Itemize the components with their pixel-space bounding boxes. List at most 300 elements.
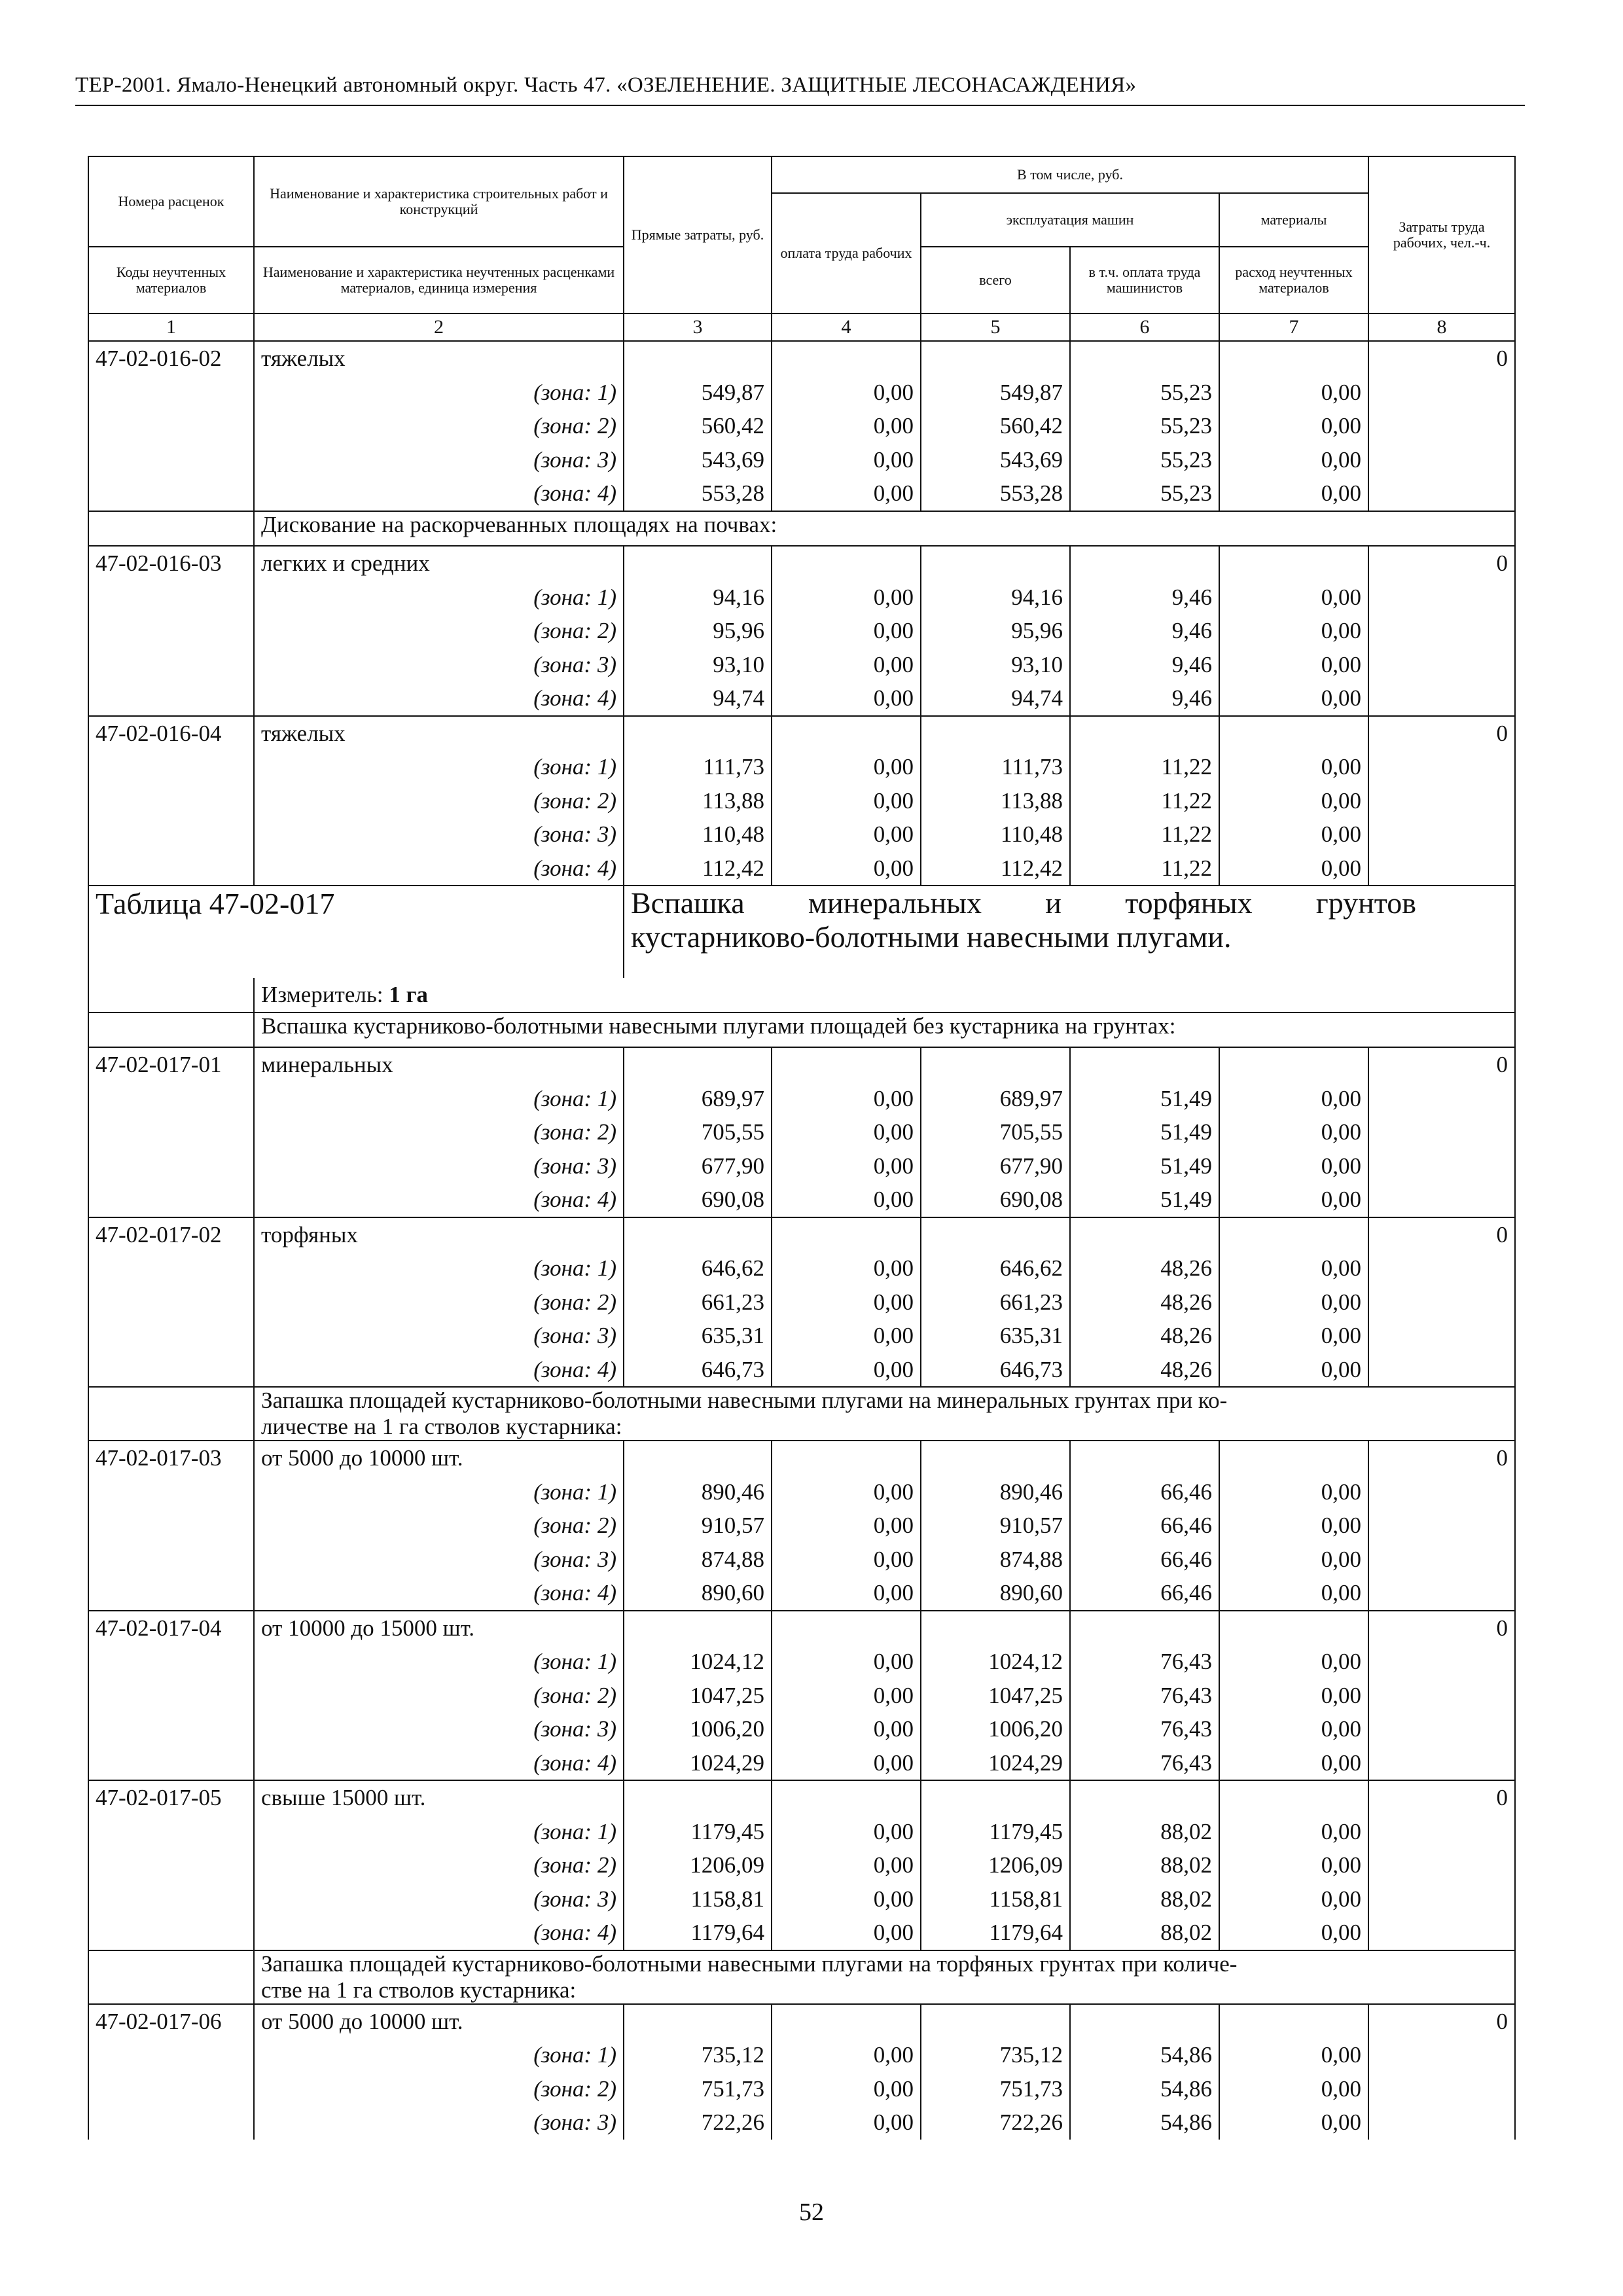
value-cell: 54,86	[1070, 2072, 1219, 2106]
table-title-line	[631, 886, 1416, 920]
zone-label: (зона: 2)	[254, 614, 624, 648]
value-cell: 0,00	[1219, 750, 1368, 784]
col-number: 2	[254, 314, 624, 341]
col-header-including: В том числе, руб.	[772, 156, 1368, 193]
empty-cell	[1368, 409, 1515, 443]
rate-code: 47-02-017-06	[88, 2004, 254, 2039]
group-heading-row	[88, 1013, 1515, 1048]
empty-cell	[1368, 1285, 1515, 1319]
value-cell: 88,02	[1070, 1882, 1219, 1916]
group-heading	[254, 1387, 1515, 1441]
empty-cell	[772, 1047, 921, 1082]
empty-cell	[88, 1149, 254, 1183]
labor-costs: 0	[1368, 1047, 1515, 1082]
zone-label: (зона: 2)	[254, 1509, 624, 1543]
empty-cell	[1368, 2072, 1515, 2106]
value-cell: 0,00	[772, 376, 921, 410]
value-cell: 76,43	[1070, 1679, 1219, 1713]
empty-cell	[1368, 1543, 1515, 1577]
empty-cell	[1070, 1780, 1219, 1815]
value-cell: 0,00	[1219, 817, 1368, 852]
value-cell: 110,48	[624, 817, 772, 852]
value-cell: 94,74	[624, 681, 772, 716]
rate-row	[88, 1780, 1515, 1815]
value-cell: 66,46	[1070, 1543, 1219, 1577]
value-cell: 112,42	[921, 852, 1070, 886]
empty-cell	[88, 817, 254, 852]
empty-cell	[772, 716, 921, 751]
col-header-machines-total: всего	[921, 247, 1070, 314]
value-cell: 0,00	[772, 581, 921, 615]
value-cell: 1006,20	[624, 1712, 772, 1746]
empty-cell	[1070, 1047, 1219, 1082]
empty-cell	[921, 1780, 1070, 1815]
value-cell: 1047,25	[624, 1679, 772, 1713]
value-cell: 0,00	[772, 1509, 921, 1543]
empty-cell	[1219, 716, 1368, 751]
value-cell: 722,26	[921, 2106, 1070, 2140]
col-header-operators-pay: в т.ч. оплата труда машинистов	[1070, 247, 1219, 314]
empty-cell	[624, 1780, 772, 1815]
value-cell: 93,10	[624, 648, 772, 682]
zone-row	[88, 1115, 1515, 1149]
value-cell: 0,00	[772, 784, 921, 818]
rates-table	[88, 156, 1516, 2140]
empty-cell	[1368, 581, 1515, 615]
table-title-line: кустарниково-болотными навесными плугами.	[631, 920, 1232, 954]
value-cell: 51,49	[1070, 1115, 1219, 1149]
value-cell: 94,16	[624, 581, 772, 615]
table-title-word: минеральных	[808, 886, 982, 920]
empty-cell	[88, 1082, 254, 1116]
value-cell: 0,00	[772, 750, 921, 784]
col-number: 4	[772, 314, 921, 341]
zone-row	[88, 1149, 1515, 1183]
value-cell: 661,23	[921, 1285, 1070, 1319]
empty-cell	[88, 1509, 254, 1543]
value-cell: 55,23	[1070, 476, 1219, 511]
empty-cell	[88, 1543, 254, 1577]
value-cell: 543,69	[921, 443, 1070, 477]
value-cell: 9,46	[1070, 648, 1219, 682]
rate-row	[88, 1217, 1515, 1252]
empty-cell	[1368, 476, 1515, 511]
empty-cell	[88, 2106, 254, 2140]
empty-cell	[1368, 1576, 1515, 1611]
value-cell: 54,86	[1070, 2038, 1219, 2072]
zone-label: (зона: 4)	[254, 476, 624, 511]
value-cell: 0,00	[1219, 1115, 1368, 1149]
empty-cell	[624, 546, 772, 581]
table-title-word: Вспашка	[631, 886, 745, 920]
zone-row	[88, 1509, 1515, 1543]
zone-label: (зона: 2)	[254, 2072, 624, 2106]
zone-row	[88, 1543, 1515, 1577]
empty-cell	[1368, 1353, 1515, 1388]
rate-name: торфяных	[254, 1217, 624, 1252]
empty-cell	[88, 1319, 254, 1353]
empty-cell	[624, 2004, 772, 2039]
value-cell: 0,00	[1219, 1475, 1368, 1509]
zone-label: (зона: 1)	[254, 1082, 624, 1116]
empty-cell	[1368, 2106, 1515, 2140]
zone-row	[88, 1353, 1515, 1388]
zone-label: (зона: 1)	[254, 1475, 624, 1509]
empty-cell	[772, 1780, 921, 1815]
value-cell: 1158,81	[624, 1882, 772, 1916]
value-cell: 66,46	[1070, 1475, 1219, 1509]
empty-cell	[88, 1251, 254, 1285]
rate-row	[88, 716, 1515, 751]
rate-name: от 5000 до 10000 шт.	[254, 2004, 624, 2039]
group-heading-line: Запашка площадей кустарниково-болотными навесными плугами на минеральных грунтах при ко-	[261, 1388, 1228, 1413]
col-header-direct-costs: Прямые затраты, руб.	[624, 156, 772, 314]
table-code: Таблица 47-02-017	[88, 886, 624, 978]
value-cell: 0,00	[772, 1916, 921, 1950]
empty-cell	[921, 341, 1070, 376]
col-header-machines: эксплуатация машин	[921, 193, 1219, 247]
value-cell: 635,31	[624, 1319, 772, 1353]
empty-cell	[1368, 1848, 1515, 1882]
value-cell: 0,00	[772, 1645, 921, 1679]
zone-label: (зона: 1)	[254, 1251, 624, 1285]
rate-code: 47-02-017-03	[88, 1441, 254, 1475]
value-cell: 0,00	[772, 1082, 921, 1116]
measure-row	[88, 978, 1515, 1013]
zone-row	[88, 1916, 1515, 1950]
empty-cell	[88, 2072, 254, 2106]
value-cell: 735,12	[624, 2038, 772, 2072]
empty-cell	[1219, 341, 1368, 376]
zone-label: (зона: 3)	[254, 2106, 624, 2140]
zone-row	[88, 1576, 1515, 1611]
zone-label: (зона: 2)	[254, 784, 624, 818]
zone-label: (зона: 4)	[254, 852, 624, 886]
value-cell: 0,00	[1219, 648, 1368, 682]
value-cell: 690,08	[624, 1183, 772, 1217]
zone-label: (зона: 2)	[254, 409, 624, 443]
zone-label: (зона: 1)	[254, 1815, 624, 1849]
empty-cell	[88, 2038, 254, 2072]
empty-cell	[772, 546, 921, 581]
group-heading	[254, 1950, 1515, 2004]
rate-name: свыше 15000 шт.	[254, 1780, 624, 1815]
value-cell: 890,46	[624, 1475, 772, 1509]
value-cell: 48,26	[1070, 1285, 1219, 1319]
value-cell: 890,46	[921, 1475, 1070, 1509]
value-cell: 1179,45	[624, 1815, 772, 1849]
value-cell: 11,22	[1070, 750, 1219, 784]
empty-cell	[88, 1475, 254, 1509]
value-cell: 0,00	[772, 817, 921, 852]
value-cell: 751,73	[921, 2072, 1070, 2106]
value-cell: 0,00	[1219, 1576, 1368, 1611]
labor-costs: 0	[1368, 546, 1515, 581]
group-heading-line: Вспашка кустарниково-болотными навесными плугами площадей без кустарника на грунтах:	[261, 1013, 1176, 1039]
value-cell: 677,90	[624, 1149, 772, 1183]
table-title	[624, 886, 1515, 978]
zone-label: (зона: 1)	[254, 581, 624, 615]
value-cell: 0,00	[772, 852, 921, 886]
empty-cell	[1368, 750, 1515, 784]
value-cell: 890,60	[921, 1576, 1070, 1611]
group-heading-spacer	[88, 1013, 254, 1048]
value-cell: 1179,64	[624, 1916, 772, 1950]
zone-row	[88, 1183, 1515, 1217]
zone-label: (зона: 4)	[254, 681, 624, 716]
value-cell: 0,00	[1219, 376, 1368, 410]
value-cell: 0,00	[1219, 1082, 1368, 1116]
value-cell: 1179,64	[921, 1916, 1070, 1950]
value-cell: 0,00	[772, 2106, 921, 2140]
zone-row	[88, 1679, 1515, 1713]
value-cell: 0,00	[772, 443, 921, 477]
rate-row	[88, 1441, 1515, 1475]
zone-label: (зона: 2)	[254, 1285, 624, 1319]
empty-cell	[772, 1441, 921, 1475]
empty-cell	[1219, 1047, 1368, 1082]
value-cell: 1047,25	[921, 1679, 1070, 1713]
value-cell: 55,23	[1070, 443, 1219, 477]
empty-cell	[1368, 1815, 1515, 1849]
zone-row	[88, 2106, 1515, 2140]
zone-label: (зона: 2)	[254, 1679, 624, 1713]
empty-cell	[1070, 1611, 1219, 1645]
value-cell: 646,62	[624, 1251, 772, 1285]
value-cell: 560,42	[624, 409, 772, 443]
empty-cell	[624, 341, 772, 376]
value-cell: 549,87	[624, 376, 772, 410]
group-heading-spacer	[88, 1387, 254, 1441]
zone-row	[88, 681, 1515, 716]
zone-label: (зона: 1)	[254, 750, 624, 784]
zone-label: (зона: 1)	[254, 2038, 624, 2072]
zone-label: (зона: 3)	[254, 648, 624, 682]
zone-row	[88, 409, 1515, 443]
value-cell: 910,57	[921, 1509, 1070, 1543]
labor-costs: 0	[1368, 1780, 1515, 1815]
zone-label: (зона: 2)	[254, 1115, 624, 1149]
group-heading-row	[88, 1950, 1515, 2004]
value-cell: 55,23	[1070, 376, 1219, 410]
value-cell: 0,00	[772, 476, 921, 511]
group-heading-row	[88, 1387, 1515, 1441]
value-cell: 11,22	[1070, 817, 1219, 852]
value-cell: 9,46	[1070, 581, 1219, 615]
empty-cell	[1368, 1712, 1515, 1746]
col-header-work-name: Наименование и характеристика строительных работ и конструкций	[254, 156, 624, 247]
value-cell: 705,55	[921, 1115, 1070, 1149]
empty-cell	[624, 1441, 772, 1475]
value-cell: 560,42	[921, 409, 1070, 443]
empty-cell	[1219, 546, 1368, 581]
value-cell: 0,00	[772, 1576, 921, 1611]
table-title-word: грунтов	[1315, 886, 1416, 920]
empty-cell	[1368, 1645, 1515, 1679]
value-cell: 9,46	[1070, 614, 1219, 648]
value-cell: 55,23	[1070, 409, 1219, 443]
empty-cell	[921, 2004, 1070, 2039]
value-cell: 705,55	[624, 1115, 772, 1149]
empty-cell	[1219, 2004, 1368, 2039]
value-cell: 88,02	[1070, 1848, 1219, 1882]
empty-cell	[88, 1353, 254, 1388]
empty-cell	[88, 581, 254, 615]
zone-label: (зона: 3)	[254, 817, 624, 852]
group-heading-spacer	[88, 1950, 254, 2004]
empty-cell	[1070, 546, 1219, 581]
value-cell: 0,00	[772, 2038, 921, 2072]
zone-row	[88, 648, 1515, 682]
zone-label: (зона: 2)	[254, 1848, 624, 1882]
value-cell: 1024,29	[624, 1746, 772, 1781]
empty-cell	[88, 852, 254, 886]
value-cell: 95,96	[921, 614, 1070, 648]
value-cell: 0,00	[1219, 1645, 1368, 1679]
value-cell: 0,00	[1219, 443, 1368, 477]
group-heading-spacer	[88, 511, 254, 547]
empty-cell	[1368, 1149, 1515, 1183]
value-cell: 66,46	[1070, 1509, 1219, 1543]
col-number: 6	[1070, 314, 1219, 341]
empty-cell	[1368, 1319, 1515, 1353]
zone-row	[88, 1319, 1515, 1353]
value-cell: 910,57	[624, 1509, 772, 1543]
empty-cell	[1219, 1441, 1368, 1475]
value-cell: 0,00	[1219, 681, 1368, 716]
value-cell: 0,00	[772, 1679, 921, 1713]
value-cell: 0,00	[1219, 1251, 1368, 1285]
value-cell: 553,28	[921, 476, 1070, 511]
empty-cell	[88, 1882, 254, 1916]
value-cell: 1024,29	[921, 1746, 1070, 1781]
value-cell: 689,97	[624, 1082, 772, 1116]
value-cell: 0,00	[772, 1882, 921, 1916]
value-cell: 0,00	[1219, 1712, 1368, 1746]
zone-row	[88, 443, 1515, 477]
value-cell: 66,46	[1070, 1576, 1219, 1611]
zone-label: (зона: 4)	[254, 1746, 624, 1781]
empty-cell	[1070, 341, 1219, 376]
empty-cell	[1368, 1679, 1515, 1713]
value-cell: 1206,09	[624, 1848, 772, 1882]
value-cell: 9,46	[1070, 681, 1219, 716]
col-number: 7	[1219, 314, 1368, 341]
empty-cell	[88, 1679, 254, 1713]
rate-row	[88, 1047, 1515, 1082]
value-cell: 48,26	[1070, 1353, 1219, 1388]
value-cell: 54,86	[1070, 2106, 1219, 2140]
value-cell: 0,00	[1219, 852, 1368, 886]
col-header-material-names: Наименование и характеристика неучтенных расценками материалов, единица измерения	[254, 247, 624, 314]
labor-costs: 0	[1368, 2004, 1515, 2039]
value-cell: 0,00	[1219, 1815, 1368, 1849]
value-cell: 111,73	[921, 750, 1070, 784]
value-cell: 0,00	[1219, 614, 1368, 648]
value-cell: 0,00	[1219, 1882, 1368, 1916]
col-number: 1	[88, 314, 254, 341]
zone-label: (зона: 3)	[254, 1543, 624, 1577]
rate-code: 47-02-016-03	[88, 546, 254, 581]
zone-row	[88, 2038, 1515, 2072]
group-heading-line: Запашка площадей кустарниково-болотными навесными плугами на торфяных грунтах при количе-	[261, 1950, 1238, 1977]
value-cell: 0,00	[1219, 1149, 1368, 1183]
value-cell: 113,88	[624, 784, 772, 818]
value-cell: 0,00	[1219, 1916, 1368, 1950]
zone-row	[88, 1475, 1515, 1509]
value-cell: 0,00	[1219, 581, 1368, 615]
empty-cell	[88, 681, 254, 716]
empty-cell	[88, 376, 254, 410]
empty-cell	[772, 1217, 921, 1252]
rate-name: тяжелых	[254, 716, 624, 751]
zone-row	[88, 784, 1515, 818]
value-cell: 1206,09	[921, 1848, 1070, 1882]
empty-cell	[88, 1285, 254, 1319]
col-header-unaccounted-materials: расход неучтенных материалов	[1219, 247, 1368, 314]
rate-name: от 5000 до 10000 шт.	[254, 1441, 624, 1475]
value-cell: 0,00	[772, 1115, 921, 1149]
zone-label: (зона: 4)	[254, 1576, 624, 1611]
zone-row	[88, 581, 1515, 615]
value-cell: 677,90	[921, 1149, 1070, 1183]
empty-cell	[1219, 1217, 1368, 1252]
empty-cell	[1368, 1509, 1515, 1543]
zone-label: (зона: 3)	[254, 1149, 624, 1183]
value-cell: 0,00	[1219, 1848, 1368, 1882]
value-cell: 0,00	[772, 409, 921, 443]
rate-name: тяжелых	[254, 341, 624, 376]
empty-cell	[1070, 2004, 1219, 2039]
value-cell: 0,00	[1219, 1509, 1368, 1543]
value-cell: 110,48	[921, 817, 1070, 852]
value-cell: 735,12	[921, 2038, 1070, 2072]
value-cell: 874,88	[921, 1543, 1070, 1577]
empty-cell	[88, 409, 254, 443]
zone-row	[88, 817, 1515, 852]
zone-label: (зона: 4)	[254, 1183, 624, 1217]
empty-cell	[88, 1576, 254, 1611]
empty-cell	[921, 1217, 1070, 1252]
value-cell: 11,22	[1070, 784, 1219, 818]
empty-cell	[1368, 1882, 1515, 1916]
empty-cell	[1070, 1217, 1219, 1252]
group-heading-row	[88, 511, 1515, 547]
value-cell: 661,23	[624, 1285, 772, 1319]
table-title-word: торфяных	[1125, 886, 1253, 920]
rate-name: от 10000 до 15000 шт.	[254, 1611, 624, 1645]
value-cell: 0,00	[1219, 2038, 1368, 2072]
value-cell: 0,00	[1219, 2072, 1368, 2106]
empty-cell	[88, 1183, 254, 1217]
empty-cell	[1368, 376, 1515, 410]
col-header-workers-pay: оплата труда рабочих	[772, 193, 921, 314]
value-cell: 646,73	[921, 1353, 1070, 1388]
value-cell: 1024,12	[921, 1645, 1070, 1679]
empty-cell	[772, 1611, 921, 1645]
empty-cell	[772, 2004, 921, 2039]
zone-row	[88, 1712, 1515, 1746]
zone-row	[88, 1645, 1515, 1679]
value-cell: 112,42	[624, 852, 772, 886]
empty-cell	[921, 546, 1070, 581]
rate-code: 47-02-017-04	[88, 1611, 254, 1645]
value-cell: 0,00	[772, 2072, 921, 2106]
rate-row	[88, 1611, 1515, 1645]
empty-cell	[1368, 1916, 1515, 1950]
empty-cell	[88, 476, 254, 511]
col-header-rate-numbers: Номера расценок	[88, 156, 254, 247]
